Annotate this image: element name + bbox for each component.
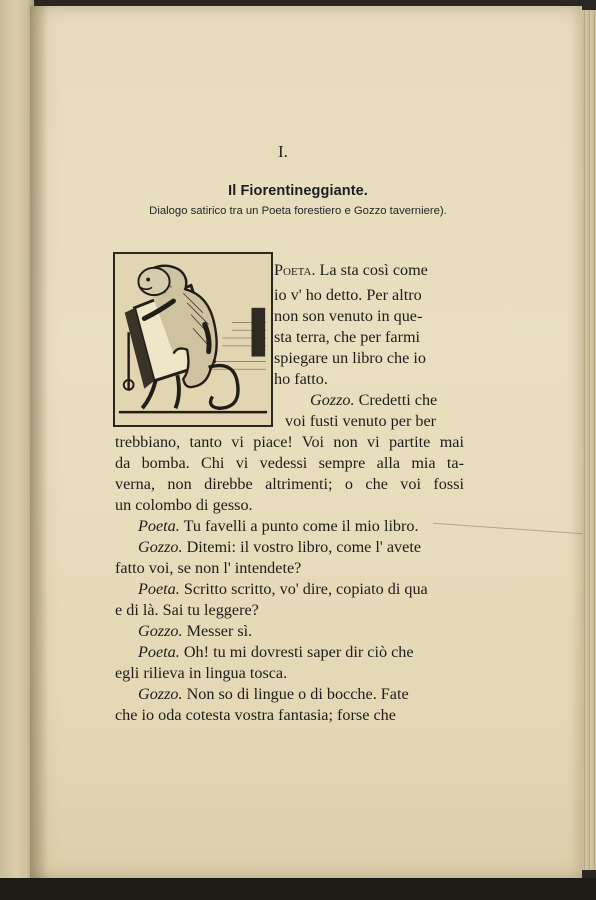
left-page-edge — [0, 0, 34, 900]
right-page-edge — [582, 10, 596, 870]
speaker-label: Poeta. — [138, 580, 180, 598]
text-line: da bomba. Chi vi vedessi sempre alla mia ta- — [115, 454, 464, 472]
chapter-numeral: I. — [278, 142, 288, 161]
background-bottom — [0, 878, 596, 900]
text-line: ho fatto. — [274, 370, 328, 388]
text-line: verna, non direbbe altrimenti; o che voi fossi — [115, 475, 464, 493]
speaker-label: Gozzo. — [138, 685, 183, 703]
text-line: egli rilieva in lingua tosca. — [115, 664, 288, 682]
woodcut-monkey-with-book-icon — [113, 252, 273, 427]
speaker-label: Gozzo. — [138, 622, 183, 640]
text-line: che io oda cotesta vostra fantasia; forse che — [115, 706, 396, 724]
text-line: fatto voi, se non l' intendete? — [115, 559, 302, 577]
text-line: Poeta. Scritto scritto, vo' dire, copiato di qua — [138, 580, 428, 598]
text-line: Poeta. Oh! tu mi dovresti saper dir ciò che — [138, 643, 414, 661]
text-line: non son venuto in que- — [274, 307, 423, 325]
text-line: Poeta. Tu favelli a punto come il mio libro. — [138, 517, 419, 535]
speaker-label: Gozzo. — [138, 538, 183, 556]
text-line: Gozzo. Credetti che — [310, 391, 438, 409]
text-line: Gozzo. Non so di lingue o di bocche. Fate — [138, 685, 409, 703]
gutter-shadow — [30, 6, 48, 878]
text-line: spiegare un libro che io — [274, 349, 426, 367]
speaker-label: Poeta. — [138, 643, 180, 661]
text-line: Gozzo. Ditemi: il vostro libro, come l' avete — [138, 538, 422, 556]
text-line: voi fusti venuto per ber — [285, 412, 437, 430]
text-line: un colombo di gesso. — [115, 496, 253, 514]
text-line: sta terra, che per farmi — [274, 328, 421, 346]
chapter-subtitle: Dialogo satirico tra un Poeta forestiero e Gozzo taverniere). — [149, 205, 447, 217]
speaker-label: Poeta. — [274, 261, 316, 279]
speaker-label: Gozzo. — [310, 391, 355, 409]
text-line: Gozzo. Messer sì. — [138, 622, 253, 640]
speaker-label: Poeta. — [138, 517, 180, 535]
chapter-title: Il Fiorentineggiante. — [228, 183, 368, 199]
text-line: io v' ho detto. Per altro — [274, 286, 422, 304]
text-line: Poeta. La sta così come — [274, 261, 428, 279]
text-line: trebbiano, tanto vi piace! Voi non vi partite mai — [115, 433, 464, 451]
text-line: e di là. Sai tu leggere? — [115, 601, 259, 619]
